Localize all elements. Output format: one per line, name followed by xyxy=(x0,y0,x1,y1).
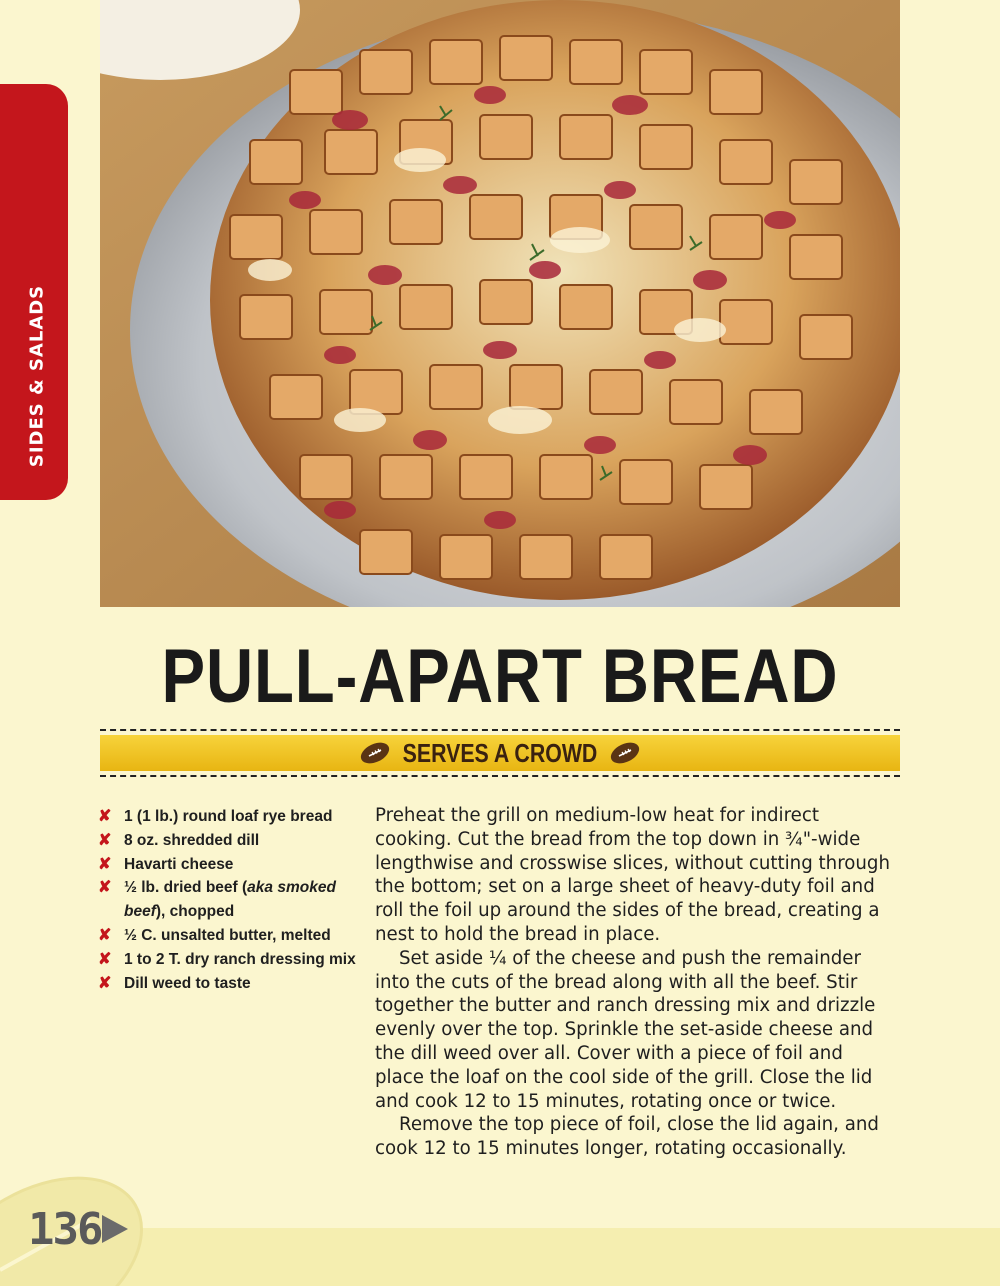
section-tab-label: SIDES & SALADS xyxy=(26,284,48,468)
ingredient-item: ✘ Havarti cheese xyxy=(98,853,360,877)
x-bullet-icon: ✘ xyxy=(98,879,112,897)
page-number: 136 xyxy=(28,1204,102,1255)
ingredient-item: ✘ 1 to 2 T. dry ranch dressing mix xyxy=(98,948,360,972)
serves-banner xyxy=(100,729,900,777)
section-tab xyxy=(0,84,68,500)
page-arrow-icon xyxy=(102,1215,128,1243)
serves-label: SERVES A CROWD xyxy=(402,738,598,768)
recipe-title: PULL-APART BREAD xyxy=(161,634,839,719)
ingredient-item: ✘ ½ C. unsalted butter, melted xyxy=(98,924,360,948)
bread-illustration xyxy=(100,0,900,607)
football-icon xyxy=(608,739,642,767)
ingredient-item: ✘ Dill weed to taste xyxy=(98,972,360,996)
ingredient-item: ✘ ½ lb. dried beef (aka smoked beef), chopped xyxy=(98,876,360,924)
divider-top xyxy=(100,729,900,731)
instruction-paragraph: Set aside ¼ of the cheese and push the remainder into the cuts of the bread along with all the beef. Stir together the butter and ranch dressing mix and drizzle evenly over the top. Sprinkle the set-aside cheese and the dill weed over all. Cover with a piece of foil and place the loaf on the cool side of the grill. Close the lid and cook 12 to 15 minutes, rotating once or twice. xyxy=(375,947,876,1112)
recipe-photo xyxy=(100,0,900,607)
x-bullet-icon: ✘ xyxy=(98,974,112,992)
instructions xyxy=(375,804,895,1161)
x-bullet-icon: ✘ xyxy=(98,950,112,968)
x-bullet-icon: ✘ xyxy=(98,855,112,873)
divider-bottom xyxy=(100,775,900,777)
ingredients-list xyxy=(98,805,360,995)
ingredient-item: ✘ 8 oz. shredded dill xyxy=(98,829,360,853)
x-bullet-icon: ✘ xyxy=(98,831,112,849)
x-bullet-icon: ✘ xyxy=(98,808,112,825)
x-bullet-icon: ✘ xyxy=(98,926,112,944)
ingredient-item: ✘ 1 (1 lb.) round loaf rye bread xyxy=(98,805,360,829)
instruction-paragraph: Preheat the grill on medium-low heat for indirect cooking. Cut the bread from the top down in ¾"-wide lengthwise and crosswise slices, without cutting through the bottom; set on a large sheet of heavy-duty foil and roll the foil up around the sides of the bread, creating a nest to hold the bread in place. xyxy=(375,805,890,945)
instruction-paragraph: Remove the top piece of foil, close the lid again, and cook 12 to 15 minutes longer, rotating occasionally. xyxy=(375,1114,879,1160)
